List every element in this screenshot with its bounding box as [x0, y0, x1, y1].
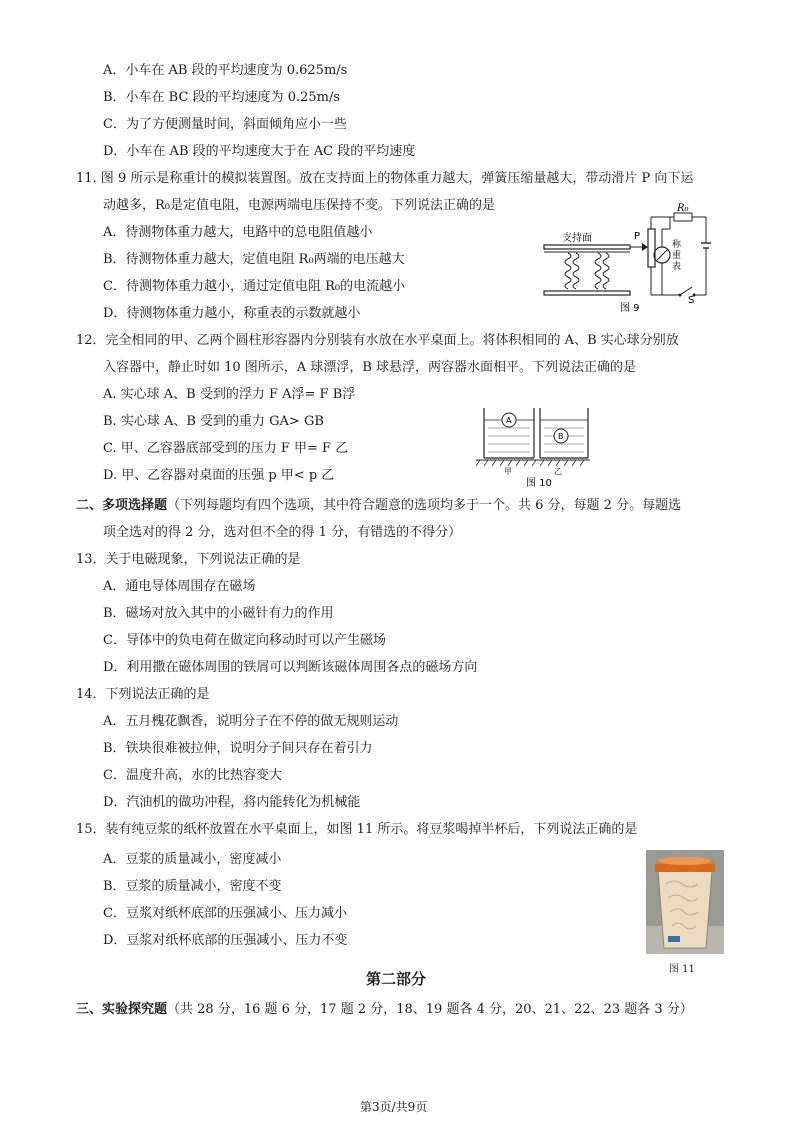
question-13-option-c: C．导体中的负电荷在做定向移动时可以产生磁场 — [103, 633, 386, 648]
question-14-option-a: A．五月槐花飘香，说明分子在不停的做无规则运动 — [103, 714, 399, 729]
question-11-option-b: B．待测物体重力越大，定值电阻 R₀两端的电压越大 — [103, 252, 405, 267]
question-11-stem-line2: 动越多，R₀是定值电阻，电源两端电压保持不变。下列说法正确的是 — [103, 198, 495, 213]
question-12-option-a: A. 实心球 A、B 受到的浮力 F A浮= F B浮 — [103, 387, 356, 402]
question-15-option-a: A．豆浆的质量减小，密度减小 — [103, 852, 282, 867]
option-text: C．为了方便测量时间，斜面倾角应小一些 — [103, 117, 347, 132]
question-14-option-c: C．温度升高，水的比热容变大 — [103, 768, 282, 783]
fig9-meter-label-1: 称 — [672, 240, 682, 250]
question-13-option-d: D．利用撒在磁体周围的铁屑可以判断该磁体周围各点的磁场方向 — [103, 660, 478, 675]
question-14-stem: 14．下列说法正确的是 — [76, 687, 210, 702]
fig9-r0-label: R₀ — [677, 203, 689, 214]
fig10-caption: 图 10 — [526, 478, 552, 489]
figure-11-cup-photo — [646, 850, 724, 954]
option-text: D．小车在 AB 段的平均速度大于在 AC 段的平均速度 — [103, 144, 416, 159]
fig9-support-label: 支持面 — [562, 233, 592, 244]
fig9-meter-label-2: 重 — [672, 251, 682, 261]
section-3-header — [76, 1001, 693, 1019]
fig9-meter-label-3: 表 — [672, 262, 682, 272]
question-12-option-d: D. 甲、乙容器对桌面的压强 p 甲< p 乙 — [103, 468, 335, 483]
fig10-ball-a: A — [506, 416, 512, 425]
part-2-title: 第二部分 — [366, 970, 427, 988]
question-12-option-b: B. 实心球 A、B 受到的重力 GA> GB — [103, 414, 324, 429]
question-14-option-b: B．铁块很难被拉伸，说明分子间只存在着引力 — [103, 741, 373, 756]
question-11-option-c: C．待测物体重力越小，通过定值电阻 R₀的电流越小 — [103, 279, 406, 294]
section-3-title: 三、实验探究题 — [76, 1002, 168, 1017]
question-13-option-a: A．通电导体周围存在磁场 — [103, 579, 256, 594]
section-2-title: 二、多项选择题 — [76, 498, 168, 513]
question-14-option-d: D．汽油机的做功冲程，将内能转化为机械能 — [103, 795, 361, 810]
fig9-s-label: S — [688, 295, 695, 306]
section-2-desc-line1: （下列每题均有四个选项，其中符合题意的选项均多于一个。共 6 分，每题 2 分。每题选 — [167, 498, 682, 513]
question-13-option-b: B．磁场对放入其中的小磁针有力的作用 — [103, 606, 334, 621]
option-text: A．小车在 AB 段的平均速度为 0.625m/s — [103, 63, 348, 78]
figure-11-caption: 图 11 — [669, 964, 695, 975]
section-2-header — [76, 497, 681, 515]
question-15-option-c: C．豆浆对纸杯底部的压强减小、压力减小 — [103, 906, 347, 921]
question-11-option-d: D．待测物体重力越小，称重表的示数就越小 — [103, 306, 361, 321]
fig10-ball-b: B — [558, 432, 564, 441]
fig10-right-label: 乙 — [554, 467, 562, 476]
section-3-desc: （共 28 分，16 题 6 分，17 题 2 分，18、19 题各 4 分，20、21、22、23 题各 3 分） — [167, 1002, 693, 1017]
question-15-option-d: D．豆浆对纸杯底部的压强减小、压力不变 — [103, 933, 348, 948]
question-11-stem-line1: 11. 图 9 所示是称重计的模拟装置图。放在支持面上的物体重力越大，弹簧压缩量越大，带动滑片 P 向下运 — [76, 171, 694, 186]
fig9-p-label: P — [634, 231, 641, 242]
question-15-option-b: B．豆浆的质量减小，密度不变 — [103, 879, 282, 894]
section-2-desc-line2: 项全选对的得 2 分，选对但不全的得 1 分，有错选的不得分） — [103, 525, 462, 540]
figure-10-containers — [474, 404, 590, 490]
question-11-option-a: A．待测物体重力越大，电路中的总电阻值越小 — [103, 225, 373, 240]
fig9-caption: 图 9 — [620, 303, 640, 314]
figure-9-weighing-circuit — [538, 203, 718, 315]
question-13-stem: 13．关于电磁现象，下列说法正确的是 — [76, 552, 301, 567]
fig10-left-label: 甲 — [504, 467, 512, 476]
question-15-stem: 15．装有纯豆浆的纸杯放置在水平桌面上，如图 11 所示。将豆浆喝掉半杯后，下列说法正确的是 — [76, 822, 638, 837]
option-text: B．小车在 BC 段的平均速度为 0.25m/s — [103, 90, 341, 105]
question-12-option-c: C. 甲、乙容器底部受到的压力 F 甲= F 乙 — [103, 441, 349, 456]
question-12-stem-line2: 入容器中，静止时如 10 图所示，A 球漂浮，B 球悬浮，两容器水面相平。下列说法正确的是 — [103, 360, 637, 375]
question-12-stem-line1: 12．完全相同的甲、乙两个圆柱形容器内分别装有水放在水平桌面上。将体积相同的 A、B 实心球分别放 — [76, 333, 679, 348]
page-number-footer: 第3页/共9页 — [360, 1100, 428, 1114]
